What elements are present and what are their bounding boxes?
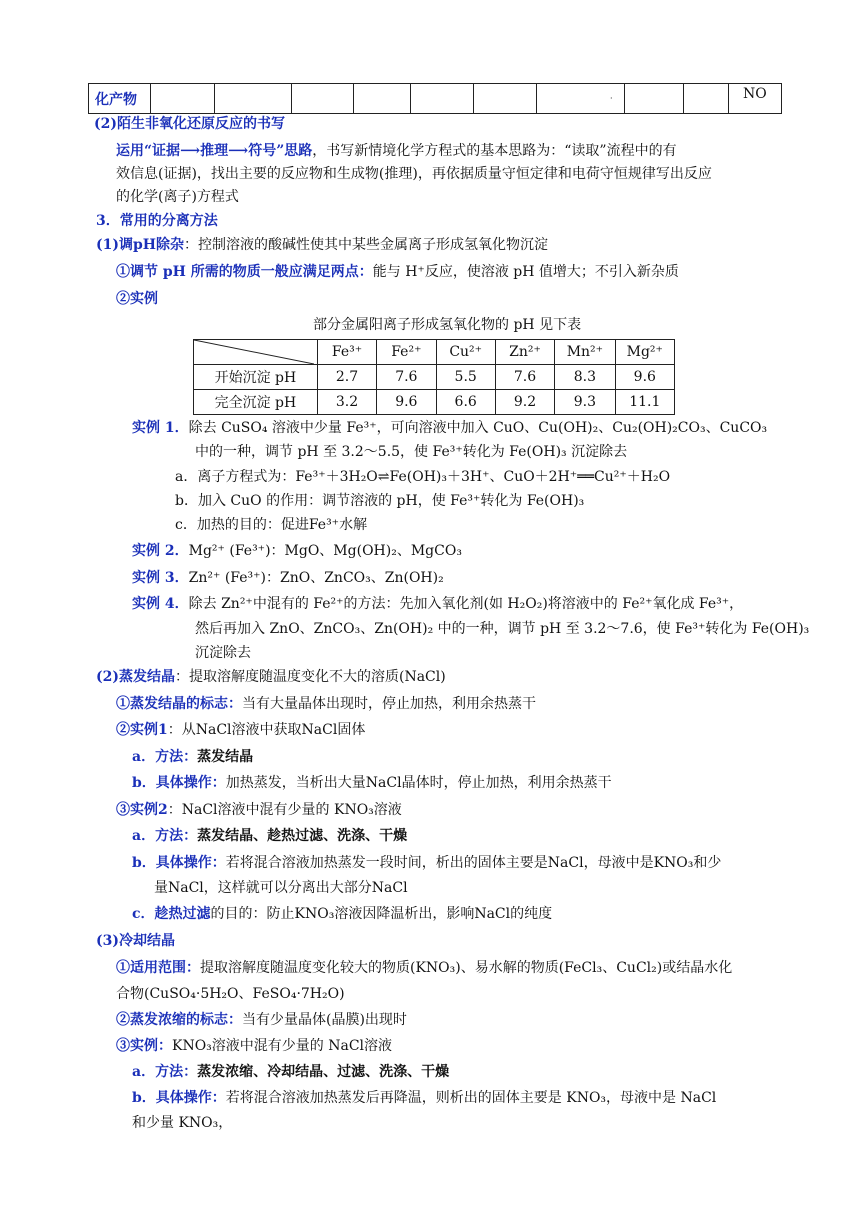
item-line: ①适用范围：提取溶解度随温度变化较大的物质(KNO₃)、易水解的物质(FeCl₃、CuCl₂)或结晶水化	[116, 960, 733, 976]
paragraph-line: 的化学(离子)方程式	[116, 189, 239, 205]
subsection-line: (2)蒸发结晶：提取溶解度随温度变化不大的溶质(NaCl)	[96, 669, 446, 685]
item-line: b．具体操作：加热蒸发，当析出大量NaCl晶体时，停止加热，利用余热蒸干	[132, 775, 612, 791]
table-cell: 11.1	[615, 390, 674, 415]
table-cell: 2.7	[317, 365, 376, 390]
table-cell: 7.6	[377, 365, 436, 390]
col-header: Cu²⁺	[436, 340, 495, 365]
item-line: 合物(CuSO₄·5H₂O、FeSO₄·7H₂O)	[116, 986, 345, 1002]
table-cell	[683, 84, 728, 114]
table-cell	[215, 84, 291, 114]
table-cell: 9.6	[377, 390, 436, 415]
table-row-label: 化产物	[89, 84, 151, 114]
example-line: 实例 1．除去 CuSO₄ 溶液中少量 Fe³⁺，可向溶液中加入 CuO、Cu(OH)₂、Cu₂(OH)₂CO₃、CuCO₃	[132, 420, 768, 436]
table-row	[89, 84, 782, 114]
row-label: 完全沉淀 pH	[194, 390, 318, 415]
item-line: b．具体操作：若将混合溶液加热蒸发一段时间，析出的固体主要是NaCl，母液中是KNO₃和少	[132, 855, 722, 871]
item-heading: ②实例	[116, 291, 158, 307]
item-line: a．方法：蒸发结晶、趁热过滤、洗涤、干燥	[132, 828, 408, 844]
example-line: c．加热的目的：促进Fe³⁺水解	[175, 517, 368, 533]
table-row	[194, 390, 675, 415]
item-line: ①调节 pH 所需的物质一般应满足两点：能与 H⁺反应，使溶液 pH 值增大；不引入新杂质	[116, 264, 679, 280]
table-header-row	[194, 340, 675, 365]
col-header: Mg²⁺	[615, 340, 674, 365]
item-line: c．趁热过滤的目的：防止KNO₃溶液因降温析出，影响NaCl的纯度	[132, 906, 553, 922]
col-header: Zn²⁺	[495, 340, 554, 365]
example-line: 沉淀除去	[195, 645, 251, 661]
table-cell: 6.6	[436, 390, 495, 415]
table-cell: ·	[537, 84, 625, 114]
table-cell: 5.5	[436, 365, 495, 390]
row-label: 开始沉淀 pH	[194, 365, 318, 390]
section-heading: (2)陌生非氧化还原反应的书写	[94, 116, 285, 132]
col-header: Fe²⁺	[377, 340, 436, 365]
col-header: Fe³⁺	[317, 340, 376, 365]
table-cell	[410, 84, 473, 114]
diagonal-header-cell	[194, 340, 318, 365]
item-line: 量NaCl，这样就可以分离出大部分NaCl	[154, 880, 408, 896]
ph-table	[193, 339, 675, 415]
paragraph-line: 效信息(证据)，找出主要的反应物和生成物(推理)，再依据质量守恒定律和电荷守恒规律写出反应	[116, 166, 712, 182]
arrow-icon: ⟶	[228, 143, 249, 159]
table-cell	[474, 84, 537, 114]
example-line: b．加入 CuO 的作用：调节溶液的 pH，使 Fe³⁺转化为 Fe(OH)₃	[175, 493, 585, 509]
table-cell	[151, 84, 215, 114]
table-cell	[291, 84, 353, 114]
example-line: a．离子方程式为：Fe³⁺＋3H₂O⇌Fe(OH)₃＋3H⁺、CuO＋2H⁺══Cu²⁺＋H₂O	[175, 469, 671, 485]
item-line: ②实例1：从NaCl溶液中获取NaCl固体	[116, 722, 366, 738]
table-cell	[625, 84, 683, 114]
example-line: 然后再加入 ZnO、ZnCO₃、Zn(OH)₂ 中的一种，调节 pH 至 3.2～7.6，使 Fe³⁺转化为 Fe(OH)₃	[195, 621, 810, 637]
table-cell: 9.2	[495, 390, 554, 415]
table-cell-no: NO	[728, 84, 781, 114]
example-line: 实例 4．除去 Zn²⁺中混有的 Fe²⁺的方法：先加入氧化剂(如 H₂O₂)将溶液中的 Fe²⁺氧化成 Fe³⁺，	[132, 596, 744, 612]
top-table	[88, 83, 782, 114]
item-line: b．具体操作：若将混合溶液加热蒸发后再降温，则析出的固体主要是 KNO₃，母液中是 NaCl	[132, 1090, 717, 1106]
table-caption: 部分金属阳离子形成氢氧化物的 pH 见下表	[313, 317, 582, 333]
item-line: 和少量 KNO₃，	[132, 1115, 233, 1131]
subsection-line: (1)调pH除杂：控制溶液的酸碱性使其中某些金属离子形成氢氧化物沉淀	[96, 237, 549, 253]
example-line: 中的一种，调节 pH 至 3.2～5.5，使 Fe³⁺转化为 Fe(OH)₃ 沉淀除去	[195, 444, 628, 460]
table-row	[194, 365, 675, 390]
col-header: Mn²⁺	[555, 340, 615, 365]
table-cell: 3.2	[317, 390, 376, 415]
arrow-icon: ⟶	[180, 143, 201, 159]
item-line: a．方法：蒸发结晶	[132, 749, 254, 765]
table-cell: 8.3	[555, 365, 615, 390]
item-line: ③实例：KNO₃溶液中混有少量的 NaCl溶液	[116, 1038, 393, 1054]
table-cell: 9.3	[555, 390, 615, 415]
subsection-heading: (3)冷却结晶	[96, 933, 175, 949]
item-line: ①蒸发结晶的标志：当有大量晶体出现时，停止加热，利用余热蒸干	[116, 696, 536, 712]
table-cell: 7.6	[495, 365, 554, 390]
table-cell	[353, 84, 410, 114]
item-line: ②蒸发浓缩的标志：当有少量晶体(晶膜)出现时	[116, 1012, 407, 1028]
diagonal-line	[194, 340, 314, 364]
table-cell: 9.6	[615, 365, 674, 390]
example-line: 实例 3．Zn²⁺ (Fe³⁺)：ZnO、ZnCO₃、Zn(OH)₂	[132, 570, 444, 586]
item-line: a．方法：蒸发浓缩、冷却结晶、过滤、洗涤、干燥	[132, 1064, 450, 1080]
section-heading: 3．常用的分离方法	[96, 213, 218, 229]
example-line: 实例 2．Mg²⁺ (Fe³⁺)：MgO、Mg(OH)₂、MgCO₃	[132, 543, 462, 559]
item-line: ③实例2：NaCl溶液中混有少量的 KNO₃溶液	[116, 802, 402, 818]
paragraph-line: 运用“证据⟶推理⟶符号”思路，书写新情境化学方程式的基本思路为：“读取”流程中的有	[116, 143, 677, 159]
